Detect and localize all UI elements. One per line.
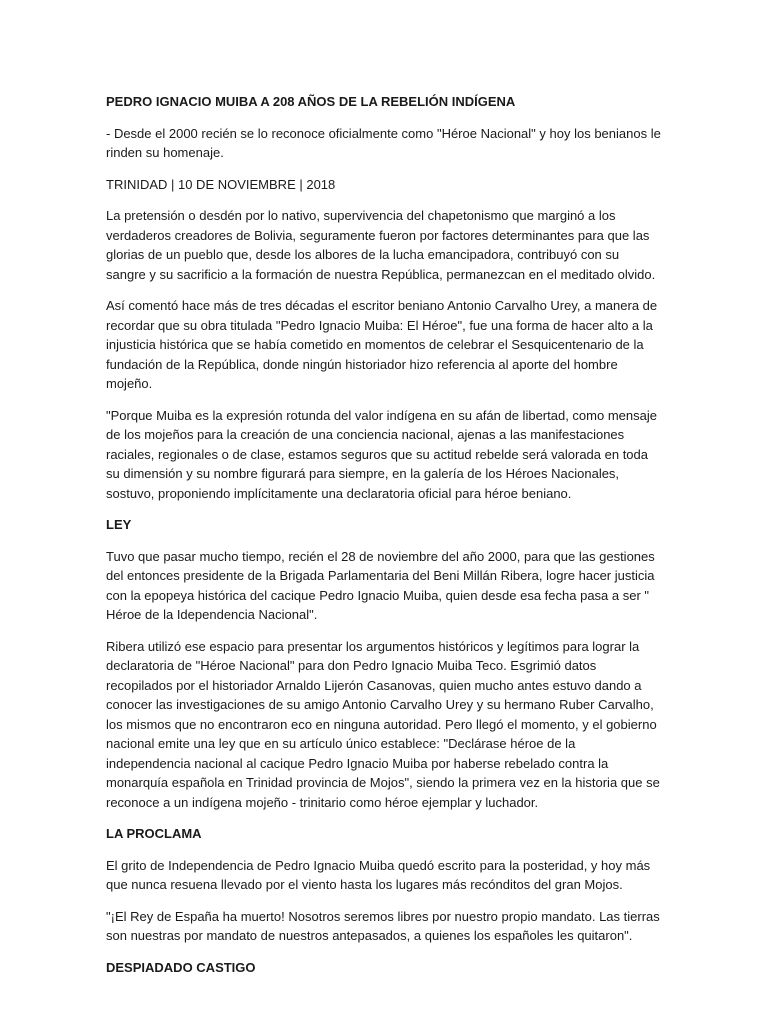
article-lead: - Desde el 2000 recién se lo reconoce oficialmente como "Héroe Nacional" y hoy los benianos le rinden su homenaje. [106, 125, 661, 160]
paragraph-3: "Porque Muiba es la expresión rotunda del valor indígena en su afán de libertad, como mensaje de los mojeños para la creación de una conciencia nacional, ajenas a las manifestaciones raciales, regionales o de clase, estamos seguros que su actitud rebelde será valorada en toda su dimensión y su nombre figurará para siempre, en la galería de los Héroes Nacionales, sostuvo, proponiendo implícitamente una declaratoria oficial para héroe beniano. [106, 407, 657, 501]
document-page [106, 92, 662, 989]
article-title: PEDRO IGNACIO MUIBA A 208 AÑOS DE LA REBELIÓN INDÍGENA [106, 94, 516, 109]
section-heading-proclama: LA PROCLAMA [106, 826, 202, 841]
article-dateline: TRINIDAD | 10 DE NOVIEMBRE | 2018 [106, 176, 336, 192]
paragraph-2: Así comentó hace más de tres décadas el escritor beniano Antonio Carvalho Urey, a manera de recordar que su obra titulada "Pedro Ignacio Muiba: El Héroe", fue una forma de hacer alto a la injusticia histórica que se había cometido en momentos de celebrar el Sesquicentenario de la fundación de la República, donde ningún historiador hizo referencia al aporte del hombre mojeño. [106, 298, 658, 391]
paragraph-4: Tuvo que pasar mucho tiempo, recién el 28 de noviembre del año 2000, para que las gestiones del entonces presidente de la Brigada Parlamentaria del Beni Millán Ribera, logre hacer justicia con la epopeya histórica del cacique Pedro Ignacio Muiba, quien desde esa fecha pasa a ser " Héroe de la Idependencia Nacional". [106, 548, 655, 622]
section-heading-castigo: DESPIADADO CASTIGO [106, 959, 256, 975]
section-heading-ley: LEY [106, 517, 132, 532]
paragraph-1: La pretensión o desdén por lo nativo, supervivencia del chapetonismo que marginó a los verdaderos creadores de Bolivia, seguramente fueron por factores determinantes para que las glorias de un pueblo que, desde los albores de la lucha emancipadora, contribuyó con su sangre y su sacrificio a la formación de nuestra República, permanezcan en el meditado olvido. [106, 208, 656, 282]
paragraph-5: Ribera utilizó ese espacio para presentar los argumentos históricos y legítimos para lograr la declaratoria de "Héroe Nacional" para don Pedro Ignacio Muiba Teco. Esgrimió datos recopilados por el historiador Arnaldo Lijerón Casanovas, quien mucho antes estuvo dando a conocer las investigaciones de su amigo Antonio Carvalho Urey y su hermano Ruber Carvalho, los mismos que no encontraron eco en ninguna autoridad. Pero llegó el momento, y el gobierno nacional emite una ley que en su artículo único establece: "Declárase héroe de la independencia nacional al cacique Pedro Ignacio Muiba por haberse rebelado contra la monarquía española en Trinidad provincia de Mojos", siendo la primera vez en la historia que se reconoce a un indígena mojeño - trinitario como héroe ejemplar y luchador. [106, 638, 660, 810]
paragraph-7: "¡El Rey de España ha muerto! Nosotros seremos libres por nuestro propio mandato. Las tierras son nuestras por mandato de nuestros antepasados, a quienes los españoles les quitaron". [106, 908, 660, 943]
paragraph-6: El grito de Independencia de Pedro Ignacio Muiba quedó escrito para la posteridad, y hoy más que nunca resuena llevado por el viento hasta los lugares más recónditos del gran Mojos. [106, 857, 651, 892]
